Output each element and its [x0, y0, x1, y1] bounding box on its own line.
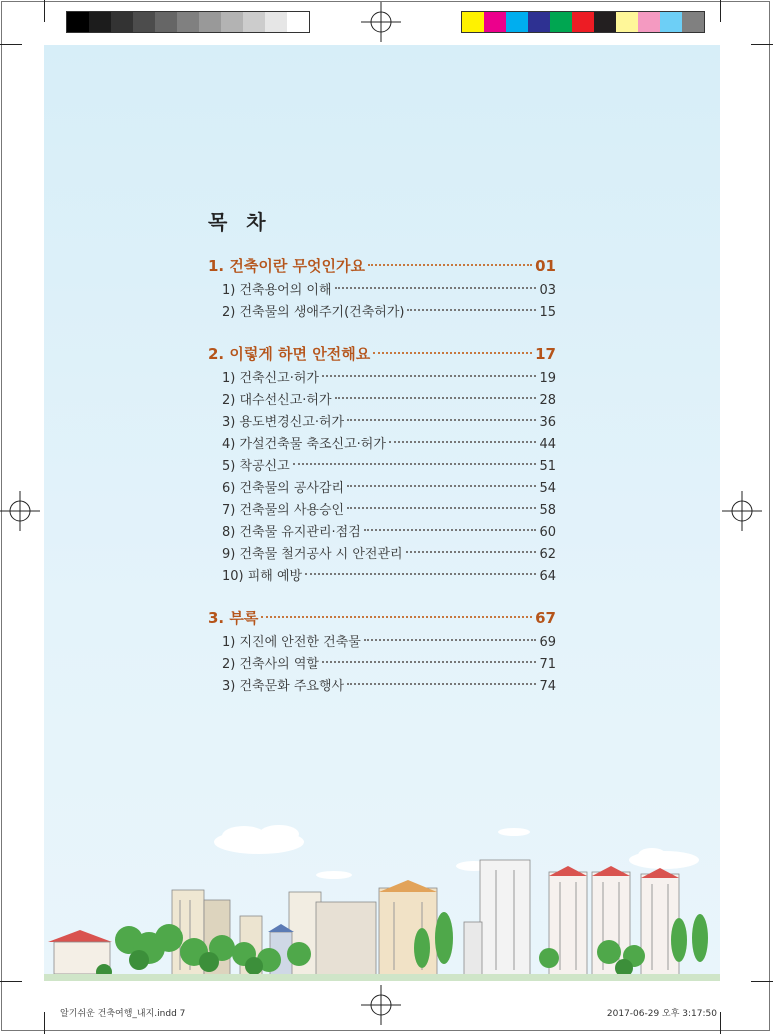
dot-leader — [347, 683, 536, 685]
toc-section-heading — [208, 343, 556, 367]
toc-entry-label: 4) 가설건축물 축조신고·허가 — [222, 437, 386, 452]
calibration-swatch — [133, 12, 155, 32]
calibration-swatch — [594, 12, 616, 32]
registration-mark-icon — [722, 491, 762, 531]
toc-entry-page-number: 74 — [539, 679, 556, 694]
toc-entry — [208, 477, 556, 499]
toc-entry-page-number: 51 — [539, 459, 556, 474]
dot-leader — [389, 441, 537, 443]
footer-filename: 알기쉬운 건축여행_내지.indd 7 — [60, 1009, 186, 1019]
table-of-contents — [208, 206, 556, 717]
toc-section-heading-label: 2. 이렇게 하면 안전해요 — [208, 345, 371, 363]
toc-entry-page-number: 36 — [539, 415, 556, 430]
calibration-swatch — [243, 12, 265, 32]
calibration-swatch — [528, 12, 550, 32]
toc-entry-label: 3) 건축문화 주요행사 — [222, 679, 345, 694]
toc-entry-page-number: 60 — [539, 525, 556, 540]
dot-leader — [407, 309, 536, 311]
toc-entry-label: 2) 건축물의 생애주기(건축허가) — [222, 305, 405, 320]
toc-entry — [208, 279, 556, 301]
city-skyline-illustration — [44, 820, 720, 981]
calibration-swatch — [660, 12, 682, 32]
toc-entry — [208, 367, 556, 389]
toc-entry-page-number: 19 — [539, 371, 556, 386]
toc-entry — [208, 675, 556, 697]
calibration-swatch — [616, 12, 638, 32]
toc-entry — [208, 543, 556, 565]
registration-mark-icon — [361, 985, 401, 1025]
calibration-swatch — [111, 12, 133, 32]
calibration-swatch — [287, 12, 309, 32]
calibration-swatch — [550, 12, 572, 32]
dot-leader — [305, 573, 536, 575]
dot-leader — [347, 485, 536, 487]
toc-entry-label: 3) 용도변경신고·허가 — [222, 415, 345, 430]
toc-entry-label: 9) 건축물 철거공사 시 안전관리 — [222, 547, 403, 562]
toc-title: 목 차 — [208, 210, 272, 234]
calibration-swatch — [682, 12, 704, 32]
calibration-swatch — [67, 12, 89, 32]
calibration-swatch — [221, 12, 243, 32]
toc-section-heading-label: 3. 부록 — [208, 609, 259, 627]
toc-entry — [208, 411, 556, 433]
cloud-icon — [214, 825, 699, 879]
toc-entry-page-number: 69 — [539, 635, 556, 650]
calibration-swatch — [506, 12, 528, 32]
toc-entry-label: 2) 대수선신고·허가 — [222, 393, 332, 408]
toc-entry-page-number: 54 — [539, 481, 556, 496]
dot-leader — [373, 352, 532, 354]
toc-section-heading-page-number: 17 — [535, 345, 556, 363]
calibration-swatch — [199, 12, 221, 32]
dot-leader — [293, 463, 537, 465]
toc-section-heading — [208, 607, 556, 631]
toc-entry-label: 6) 건축물의 공사감리 — [222, 481, 345, 496]
dot-leader — [406, 551, 537, 553]
toc-entry-page-number: 62 — [539, 547, 556, 562]
calibration-swatch — [89, 12, 111, 32]
toc-entry-label: 1) 지진에 안전한 건축물 — [222, 635, 361, 650]
toc-entry — [208, 653, 556, 675]
toc-entry — [208, 631, 556, 653]
toc-entry-page-number: 64 — [539, 569, 556, 584]
toc-section — [208, 343, 556, 587]
toc-entry — [208, 389, 556, 411]
toc-entry-page-number: 58 — [539, 503, 556, 518]
dot-leader — [322, 375, 536, 377]
dot-leader — [322, 661, 536, 663]
calibration-swatch — [155, 12, 177, 32]
calibration-swatch — [462, 12, 484, 32]
dot-leader — [364, 529, 537, 531]
toc-entry-page-number: 28 — [539, 393, 556, 408]
toc-entry — [208, 499, 556, 521]
toc-entry-page-number: 71 — [539, 657, 556, 672]
toc-entry-label: 1) 건축용어의 이해 — [222, 283, 332, 298]
toc-section — [208, 255, 556, 323]
calibration-swatch — [265, 12, 287, 32]
registration-mark-icon — [0, 491, 40, 531]
color-calibration-bar — [461, 11, 705, 33]
toc-section-heading-page-number: 01 — [535, 257, 556, 275]
toc-entry-label: 1) 건축신고·허가 — [222, 371, 319, 386]
toc-entry-label: 7) 건축물의 사용승인 — [222, 503, 345, 518]
dot-leader — [261, 616, 532, 618]
footer-timestamp: 2017-06-29 오후 3:17:50 — [606, 1009, 717, 1019]
toc-entry — [208, 301, 556, 323]
toc-entry — [208, 455, 556, 477]
grayscale-calibration-bar — [66, 11, 310, 33]
toc-entry — [208, 433, 556, 455]
registration-mark-icon — [361, 2, 401, 42]
toc-entry-label: 8) 건축물 유지관리·점검 — [222, 525, 361, 540]
dot-leader — [364, 639, 537, 641]
dot-leader — [335, 287, 537, 289]
toc-entry-label: 5) 착공신고 — [222, 459, 290, 474]
dot-leader — [335, 397, 537, 399]
dot-leader — [347, 507, 536, 509]
toc-section-heading — [208, 255, 556, 279]
calibration-swatch — [572, 12, 594, 32]
toc-section-heading-label: 1. 건축이란 무엇인가요 — [208, 257, 365, 275]
toc-section — [208, 607, 556, 697]
toc-entry-page-number: 15 — [539, 305, 556, 320]
toc-entry — [208, 521, 556, 543]
toc-entry-page-number: 44 — [539, 437, 556, 452]
calibration-swatch — [484, 12, 506, 32]
toc-section-heading-page-number: 67 — [535, 609, 556, 627]
calibration-swatch — [638, 12, 660, 32]
dot-leader — [347, 419, 536, 421]
toc-entry-label: 10) 피해 예방 — [222, 569, 303, 584]
toc-entry-label: 2) 건축사의 역할 — [222, 657, 319, 672]
toc-sections — [208, 255, 556, 697]
toc-entry — [208, 565, 556, 587]
toc-entry-page-number: 03 — [539, 283, 556, 298]
calibration-swatch — [177, 12, 199, 32]
dot-leader — [368, 264, 532, 266]
